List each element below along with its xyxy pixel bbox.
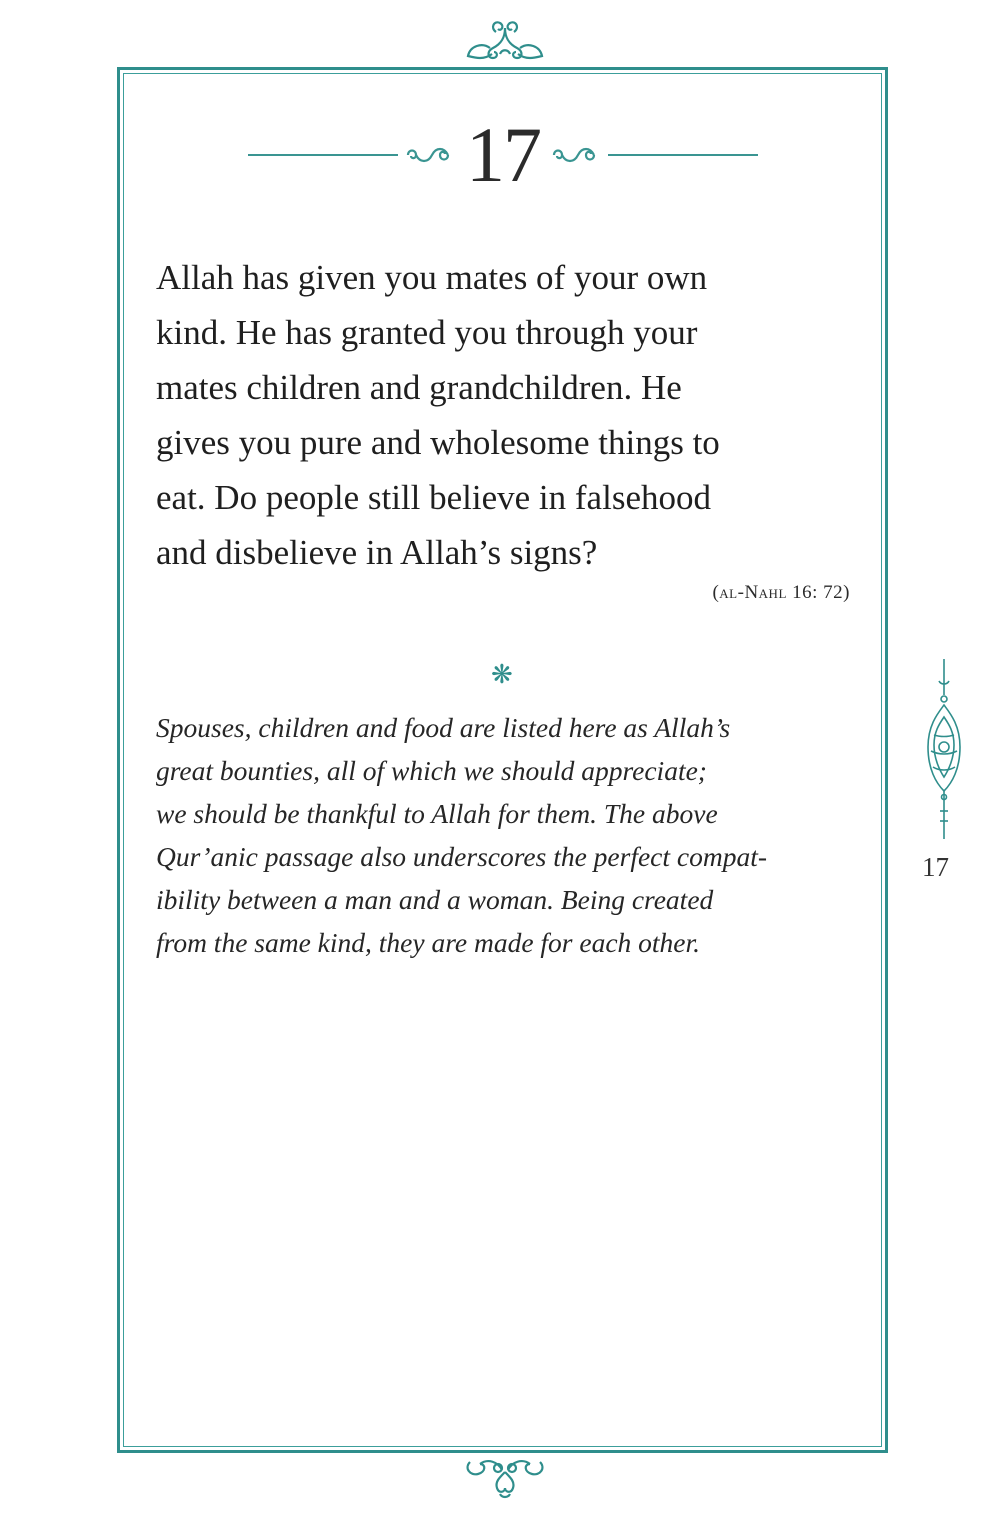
verse-citation: (al-Nahl 16: 72) [712,582,850,603]
verse-line: eat. Do people still believe in falsehood [156,478,711,517]
verse-line: Allah has given you mates of your own [156,258,708,297]
commentary-line: Spouses, children and food are listed here as Allah’s [156,712,731,743]
commentary-line: we should be thankful to Allah for them. The above [156,798,718,829]
chapter-number: 17 [466,111,540,198]
swirl-right-icon [550,143,602,167]
heading-rule-left [248,154,398,156]
chapter-heading [248,110,758,200]
heading-rule-right [608,154,758,156]
bottom-scroll-ornament-icon [460,1454,550,1500]
verse-line: gives you pure and wholesome things to [156,423,720,462]
commentary-line: great bounties, all of which we should appreciate; [156,755,707,786]
verse-text [156,250,836,580]
commentary-line: Qur’anic passage also underscores the perfect compat- [156,841,768,872]
asterisk-divider-icon: ❋ [491,660,513,689]
commentary-line: from the same kind, they are made for each other. [156,927,701,958]
commentary-line: ibility between a man and a woman. Being created [156,884,714,915]
side-page-number: 17 [922,852,949,882]
commentary-text [156,706,836,964]
verse-line: kind. He has granted you through your [156,313,698,352]
verse-line: and disbelieve in Allah’s signs? [156,533,598,572]
floral-pendant-icon [926,655,962,845]
swirl-left-icon [404,143,456,167]
top-scroll-ornament-icon [460,18,550,64]
verse-line: mates children and grandchildren. He [156,368,682,407]
